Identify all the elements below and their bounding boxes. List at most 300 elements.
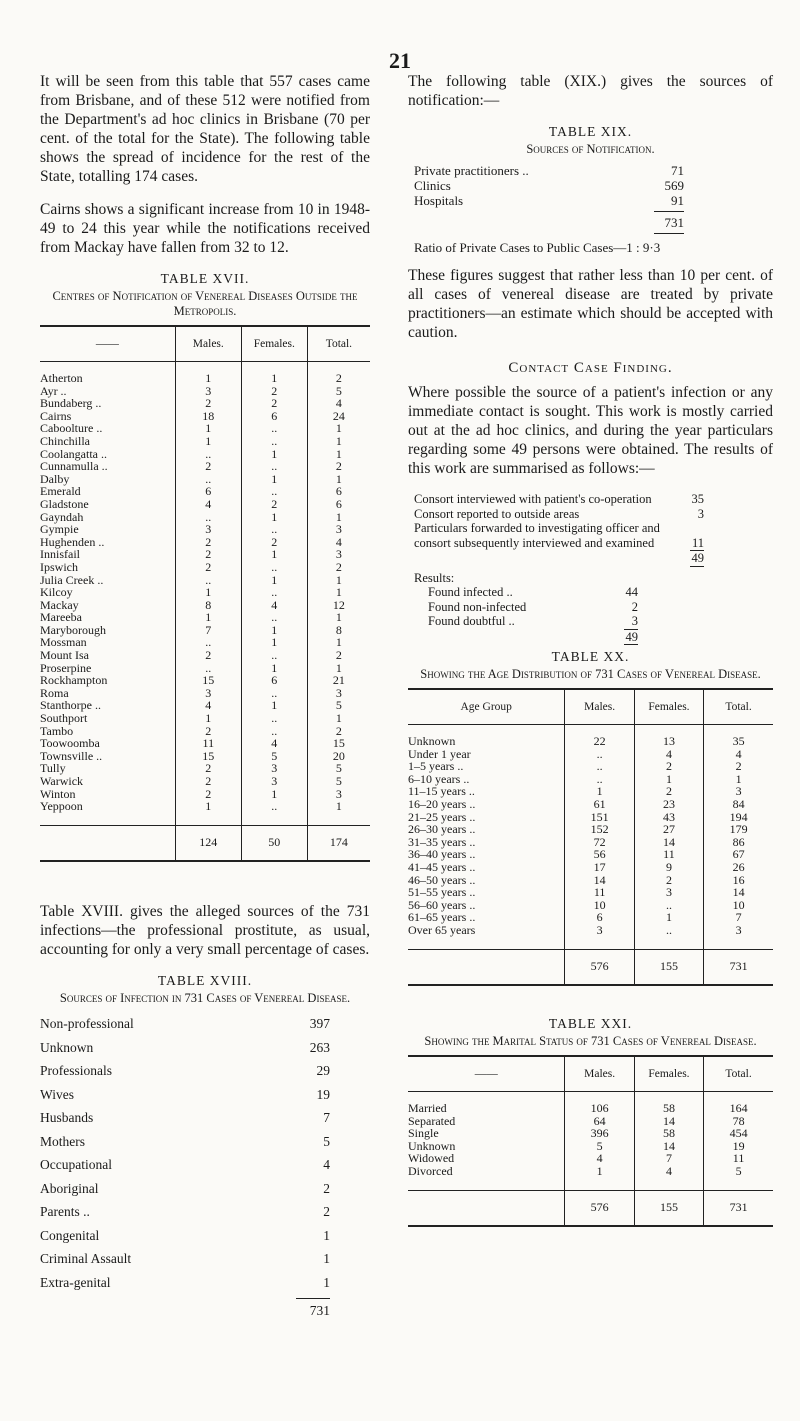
table-20-cell: 31–35 years .. <box>408 834 476 849</box>
table-17-cell: 1 <box>307 574 370 587</box>
table-17-cell: 15 <box>307 737 370 750</box>
table-17-cell: Tully <box>40 761 66 776</box>
table-17-cell: 24 <box>307 410 370 423</box>
right-paragraph-2: These figures suggest that rather less than 10 per cent. of all cases of venereal disease are treated by private practitioners—an estimate which should be accepted with caution. <box>408 267 773 341</box>
table-17-cell: 1 <box>175 435 241 448</box>
table-17-cell: 2 <box>175 561 241 574</box>
table-21-header: Females. <box>634 1056 703 1092</box>
result-label: Found infected .. <box>428 585 513 599</box>
table-17-cell: 1 <box>241 624 307 637</box>
table-17-cell: 4 <box>307 397 370 410</box>
contact-label: Consort reported to outside areas <box>414 506 580 521</box>
table-17-header: Males. <box>175 326 241 362</box>
table-17-cell: 3 <box>307 523 370 536</box>
table-17-cell: .. <box>241 422 307 435</box>
table-20-cell: .. <box>565 773 634 786</box>
table-17-cell: .. <box>241 712 307 725</box>
table-20-cell: 56–60 years .. <box>408 897 476 912</box>
table-20-cell: 43 <box>634 811 703 824</box>
table-18-caption: Sources of Infection in 731 Cases of Venereal Disease. <box>59 991 351 1006</box>
table-17-cell: 2 <box>175 775 241 788</box>
table-20-total-cell: 731 <box>704 949 773 985</box>
table-17-cell: .. <box>241 611 307 624</box>
contact-count: 11 <box>691 535 704 550</box>
table-17-total-cell: 124 <box>175 825 241 861</box>
table-17-cell: 1 <box>241 473 307 486</box>
table-17-cell: 2 <box>307 725 370 738</box>
table-17-cell: 3 <box>175 385 241 398</box>
table-21-cell: 4 <box>634 1165 703 1190</box>
table-17-cell: 1 <box>307 800 370 825</box>
table-17-total-cell: 174 <box>307 825 370 861</box>
table-17-row <box>40 561 370 574</box>
table-17-cell: 2 <box>175 649 241 662</box>
table-20-cell: 10 <box>565 899 634 912</box>
table-20-cell: 36–40 years .. <box>408 847 476 862</box>
table-17-row <box>40 674 370 687</box>
table-17-row <box>40 737 370 750</box>
source-count: 263 <box>309 1039 330 1055</box>
table-20-header: Males. <box>565 689 634 725</box>
table-21-row <box>408 1092 773 1115</box>
list-item <box>414 193 684 208</box>
table-17-cell: 2 <box>175 725 241 738</box>
table-17-cell: 2 <box>175 536 241 549</box>
table-17-total-cell: 50 <box>241 825 307 861</box>
table-17-cell: 1 <box>175 586 241 599</box>
table-17-row <box>40 800 370 825</box>
table-17-row <box>40 523 370 536</box>
table-20-cell: 1–5 years .. <box>408 759 464 774</box>
result-label: Found non-infected <box>428 599 527 614</box>
table-17-row <box>40 775 370 788</box>
table-20-cell: 16–20 years .. <box>408 796 476 811</box>
table-17-cell: Tambo <box>40 723 74 738</box>
table-17-cell: Mossman <box>40 635 87 650</box>
table-17-cell: 6 <box>307 498 370 511</box>
right-column <box>408 72 773 1227</box>
table-17-cell: 4 <box>307 536 370 549</box>
list-item <box>40 1177 330 1201</box>
table-20-row <box>408 861 773 874</box>
table-21-header: Males. <box>565 1056 634 1092</box>
result-label: Found doubtful .. <box>428 614 515 628</box>
table-20-cell: .. <box>565 748 634 761</box>
table-20-cell: Over 65 years <box>408 922 476 937</box>
table-21-row <box>408 1152 773 1165</box>
contact-total: 49 <box>691 551 704 565</box>
table-21-cell: 5 <box>704 1165 773 1190</box>
table-20-cell: 26–30 years .. <box>408 822 476 837</box>
table-17-cell: Caboolture .. <box>40 421 103 436</box>
table-20-cell: 14 <box>565 874 634 887</box>
list-item <box>40 1083 330 1107</box>
table-20-cell: 1 <box>634 911 703 924</box>
table-17-caption: Centres of Notification of Venereal Diseases Outside the Metropolis. <box>52 289 358 318</box>
left-column <box>40 72 370 1323</box>
list-item <box>40 1271 330 1295</box>
table-17-header: —— <box>40 326 175 362</box>
table-17-row <box>40 397 370 410</box>
table-17-cell: Stanthorpe .. <box>40 698 101 713</box>
notification-count: 91 <box>671 193 684 208</box>
table-17-cell: 2 <box>307 460 370 473</box>
table-21-total-cell: 155 <box>634 1190 703 1226</box>
table-21-cell: Separated <box>408 1113 456 1128</box>
table-17-cell: 8 <box>307 624 370 637</box>
list-item <box>40 1130 330 1154</box>
table-20-cell: 4 <box>634 748 703 761</box>
table-17-cell: 1 <box>307 611 370 624</box>
table-17-cell: .. <box>241 725 307 738</box>
table-20-cell: .. <box>565 760 634 773</box>
list-item <box>414 521 704 550</box>
table-20-cell: 2 <box>634 760 703 773</box>
table-17-cell: Bundaberg .. <box>40 396 102 411</box>
table-21 <box>408 1055 773 1227</box>
source-count: 397 <box>309 1016 330 1032</box>
table-17-row <box>40 435 370 448</box>
table-20-cell: 56 <box>565 848 634 861</box>
table-17-cell: Emerald <box>40 484 81 499</box>
table-17-cell: 11 <box>175 737 241 750</box>
list-item <box>414 507 704 522</box>
left-paragraph-1: It will be seen from this table that 557 cases came from Brisbane, and of these 512 were notified from the Department's ad hoc clinics in Brisbane (70 per cent. of the total for the State). The following table shows the spread of incidence for the rest of the State, totalling 174 cases. <box>40 73 370 185</box>
table-17-cell: 1 <box>241 662 307 675</box>
source-count: 2 <box>323 1180 330 1196</box>
table-17-cell: 3 <box>241 762 307 775</box>
table-17-cell: 6 <box>241 410 307 423</box>
table-21-cell: 5 <box>565 1140 634 1153</box>
table-17-cell: Gladstone <box>40 496 89 511</box>
table-17-cell: 1 <box>307 712 370 725</box>
table-17-cell: 1 <box>241 448 307 461</box>
table-17-cell: Julia Creek .. <box>40 572 104 587</box>
table-17-cell: 3 <box>307 788 370 801</box>
table-20-cell: 11 <box>634 848 703 861</box>
left-paragraph-3: Table XVIII. gives the alleged sources of the 731 infections—the professional prostitute, as usual, accounting for only a very small percentage of cases. <box>40 903 370 959</box>
table-21-cell: 7 <box>634 1152 703 1165</box>
list-item <box>40 1153 330 1177</box>
table-20-header: Age Group <box>408 689 565 725</box>
table-21-row <box>408 1165 773 1190</box>
table-20-cell: 3 <box>704 924 773 949</box>
table-20-cell: 1 <box>565 785 634 798</box>
table-17-cell: .. <box>241 800 307 825</box>
table-17-cell: Mount Isa <box>40 648 89 663</box>
list-item <box>40 1200 330 1224</box>
contact-count: 3 <box>697 506 704 521</box>
table-20-row <box>408 798 773 811</box>
table-19 <box>414 163 684 208</box>
table-21-cell: 4 <box>565 1152 634 1165</box>
contact-heading: Contact Case Finding. <box>508 360 673 376</box>
results-label: Results: <box>414 570 455 585</box>
table-17-cell: 5 <box>307 699 370 712</box>
table-20-cell: 35 <box>704 725 773 748</box>
table-20-cell: 11 <box>565 886 634 899</box>
source-label: Mothers <box>40 1133 85 1149</box>
table-17-cell: 2 <box>175 548 241 561</box>
table-17-cell: 2 <box>241 536 307 549</box>
table-21-cell: Single <box>408 1126 439 1141</box>
table-17-cell: 6 <box>307 485 370 498</box>
table-21-cell: Married <box>408 1101 447 1116</box>
right-paragraph-1: The following table (XIX.) gives the sources of notification:— <box>408 73 773 109</box>
table-20-cell: 2 <box>634 874 703 887</box>
table-17-cell: 1 <box>307 586 370 599</box>
result-count: 2 <box>631 599 638 614</box>
table-17-cell: 2 <box>307 561 370 574</box>
list-item <box>414 163 684 178</box>
notification-count: 71 <box>671 163 684 178</box>
table-20-cell: 194 <box>704 811 773 824</box>
page-number: 21 <box>389 48 411 73</box>
table-17-cell: 2 <box>175 762 241 775</box>
table-20-cell: 3 <box>565 924 634 949</box>
table-17-cell: Dalby <box>40 471 70 486</box>
contact-label: Particulars forwarded to investigating officer and consort subsequently interviewed and examined <box>414 521 660 550</box>
table-20-total-row <box>408 949 773 985</box>
source-label: Professionals <box>40 1063 112 1079</box>
table-18-title: TABLE XVIII. <box>157 973 253 989</box>
table-17-cell: 1 <box>175 422 241 435</box>
table-19-ratio: Ratio of Private Cases to Public Cases—1 : 9·3 <box>414 240 661 255</box>
source-label: Wives <box>40 1086 74 1102</box>
table-17-header: Total. <box>307 326 370 362</box>
table-20-cell: 86 <box>704 836 773 849</box>
table-17-cell: .. <box>241 523 307 536</box>
source-label: Non-professional <box>40 1016 134 1032</box>
table-17-cell: .. <box>241 460 307 473</box>
table-20-total-cell: 155 <box>634 949 703 985</box>
table-17-cell: Cairns <box>40 408 72 423</box>
table-17-cell: Atherton <box>40 371 83 385</box>
table-17-cell: Coolangatta .. <box>40 446 107 461</box>
table-17-cell: Proserpine <box>40 660 92 675</box>
list-item <box>40 1059 330 1083</box>
left-paragraph-2: Cairns shows a significant increase from 10 in 1948-49 to 24 this year while the notifications received from Mackay have fallen from 32 to 12. <box>40 201 370 256</box>
table-20-row <box>408 725 773 748</box>
table-20-row <box>408 886 773 899</box>
table-20-cell: .. <box>634 899 703 912</box>
table-17-cell: 15 <box>175 750 241 763</box>
table-17-cell: 1 <box>175 611 241 624</box>
table-18-total: 731 <box>309 1303 330 1319</box>
table-20-title: TABLE XX. <box>551 649 630 664</box>
table-20-cell: 41–45 years .. <box>408 859 476 874</box>
table-21-cell: 106 <box>565 1092 634 1115</box>
table-17-cell: 5 <box>307 385 370 398</box>
table-17-cell: Gayndah <box>40 509 84 524</box>
table-17-cell: Mackay <box>40 597 79 612</box>
table-17-cell: .. <box>241 561 307 574</box>
table-17-cell: 2 <box>307 362 370 385</box>
table-20-cell: 6–10 years .. <box>408 771 470 786</box>
table-17-cell: 3 <box>307 687 370 700</box>
table-17-cell: Rockhampton <box>40 673 108 688</box>
table-17-cell: Yeppoon <box>40 799 83 814</box>
table-17-cell: 18 <box>175 410 241 423</box>
table-17-cell: .. <box>241 435 307 448</box>
table-20-cell: 21–25 years .. <box>408 809 476 824</box>
table-17-cell: 2 <box>241 385 307 398</box>
table-17-cell: Maryborough <box>40 622 106 637</box>
table-17-cell: 4 <box>241 737 307 750</box>
table-17-cell: 21 <box>307 674 370 687</box>
list-item <box>428 585 638 600</box>
table-17-cell: 1 <box>241 362 307 385</box>
table-17 <box>40 325 370 862</box>
table-21-cell: 164 <box>704 1092 773 1115</box>
table-17-cell: 7 <box>175 624 241 637</box>
notification-source: Hospitals <box>414 193 464 208</box>
table-17-cell: 3 <box>175 687 241 700</box>
list-item <box>414 492 704 507</box>
table-17-cell: 2 <box>241 397 307 410</box>
table-17-cell: 4 <box>241 599 307 612</box>
table-21-cell: 19 <box>704 1140 773 1153</box>
table-21-total-row <box>408 1190 773 1226</box>
source-count: 1 <box>323 1274 330 1290</box>
table-17-cell: .. <box>241 687 307 700</box>
table-17-cell: Hughenden .. <box>40 534 105 549</box>
table-17-cell: 1 <box>307 662 370 675</box>
table-20-cell: 151 <box>565 811 634 824</box>
table-21-cell: Widowed <box>408 1151 455 1166</box>
table-17-cell: 15 <box>175 674 241 687</box>
table-20-row <box>408 823 773 836</box>
table-21-cell: 1 <box>565 1165 634 1190</box>
table-17-cell: .. <box>175 636 241 649</box>
table-21-cell: 396 <box>565 1127 634 1140</box>
right-paragraph-3: Where possible the source of a patient's infection or any immediate contact is sought. This work is mostly carried out at the ad hoc clinics, and during the year particulars regarding some 49 persons were obtained. The results of this work are summarised as follows:— <box>408 384 773 477</box>
table-21-row <box>408 1140 773 1153</box>
table-17-header: Females. <box>241 326 307 362</box>
table-17-cell: Townsville .. <box>40 748 103 763</box>
table-17-cell: .. <box>241 649 307 662</box>
table-17-title: TABLE XVII. <box>160 271 250 286</box>
table-17-cell: 1 <box>175 800 241 825</box>
table-17-cell: 5 <box>307 775 370 788</box>
table-20-cell: 13 <box>634 725 703 748</box>
table-21-title: TABLE XXI. <box>548 1016 633 1032</box>
table-17-cell: .. <box>241 586 307 599</box>
table-20-cell: 16 <box>704 874 773 887</box>
table-21-cell: 14 <box>634 1140 703 1153</box>
table-17-cell: 6 <box>241 674 307 687</box>
table-20-cell: Under 1 year <box>408 746 471 761</box>
table-17-cell: 1 <box>241 699 307 712</box>
table-17-cell: 6 <box>175 485 241 498</box>
source-label: Husbands <box>40 1110 94 1126</box>
table-21-header: Total. <box>704 1056 773 1092</box>
table-20-cell: 26 <box>704 861 773 874</box>
table-17-row <box>40 649 370 662</box>
table-20-row <box>408 924 773 949</box>
table-20-cell: 11–15 years .. <box>408 784 475 799</box>
table-17-cell: .. <box>175 662 241 675</box>
table-17-cell: Gympie <box>40 522 79 537</box>
table-17-cell: .. <box>175 448 241 461</box>
table-20-total-cell <box>408 949 565 985</box>
table-17-cell: 4 <box>175 699 241 712</box>
table-20-cell: 14 <box>634 836 703 849</box>
table-17-cell: Winton <box>40 786 76 801</box>
table-21-cell: 58 <box>634 1092 703 1115</box>
table-21-caption: Showing the Marital Status of 731 Cases of Venereal Disease. <box>424 1034 757 1049</box>
table-20-cell: 179 <box>704 823 773 836</box>
table-21-cell: 11 <box>704 1152 773 1165</box>
table-20-cell: 23 <box>634 798 703 811</box>
table-20-cell: 9 <box>634 861 703 874</box>
list-item <box>40 1106 330 1130</box>
list-item <box>428 600 638 615</box>
table-20-cell: 4 <box>704 748 773 761</box>
table-21-header: —— <box>408 1056 565 1092</box>
table-19-title: TABLE XIX. <box>548 124 633 139</box>
table-17-cell: 1 <box>307 636 370 649</box>
table-17-row <box>40 498 370 511</box>
table-20-cell: 51–55 years .. <box>408 885 476 900</box>
contact-results <box>414 492 704 550</box>
table-20-total-cell: 576 <box>565 949 634 985</box>
result-count: 44 <box>625 585 638 599</box>
source-label: Congenital <box>40 1227 100 1243</box>
source-label: Unknown <box>40 1039 94 1055</box>
table-20-cell: 17 <box>565 861 634 874</box>
source-count: 29 <box>316 1063 330 1079</box>
source-count: 7 <box>323 1110 330 1126</box>
table-21-cell: 78 <box>704 1115 773 1128</box>
table-17-cell: Ayr .. <box>40 383 67 398</box>
table-17-cell: 5 <box>241 750 307 763</box>
table-17-cell: 2 <box>175 397 241 410</box>
table-17-cell: 12 <box>307 599 370 612</box>
table-19-total: 731 <box>664 215 684 230</box>
table-21-cell: Divorced <box>408 1164 453 1179</box>
source-label: Criminal Assault <box>40 1251 132 1267</box>
table-17-cell: 1 <box>307 435 370 448</box>
table-20-cell: 27 <box>634 823 703 836</box>
list-item <box>40 1036 330 1060</box>
table-17-cell: Ipswich <box>40 559 78 574</box>
table-17-cell: .. <box>175 473 241 486</box>
table-20-cell: 152 <box>565 823 634 836</box>
table-17-row <box>40 586 370 599</box>
source-count: 2 <box>323 1204 330 1220</box>
table-17-cell: Chinchilla <box>40 433 90 448</box>
table-21-total-cell <box>408 1190 565 1226</box>
table-17-cell: .. <box>175 574 241 587</box>
source-count: 1 <box>323 1227 330 1243</box>
table-17-cell: 1 <box>307 422 370 435</box>
source-label: Extra-genital <box>40 1274 111 1290</box>
table-20-cell: Unknown <box>408 734 456 748</box>
contact-count: 35 <box>691 492 704 506</box>
contact-label: Consort interviewed with patient's co-operation <box>414 492 652 506</box>
table-21-cell: 58 <box>634 1127 703 1140</box>
table-20-cell: 67 <box>704 848 773 861</box>
table-17-cell: 1 <box>241 788 307 801</box>
table-21-total-cell: 731 <box>704 1190 773 1226</box>
table-17-cell: Warwick <box>40 774 84 788</box>
table-17-cell: 1 <box>175 362 241 385</box>
table-20-cell: 7 <box>704 911 773 924</box>
table-17-row <box>40 712 370 725</box>
table-21-row <box>408 1127 773 1140</box>
table-17-cell: 1 <box>241 511 307 524</box>
